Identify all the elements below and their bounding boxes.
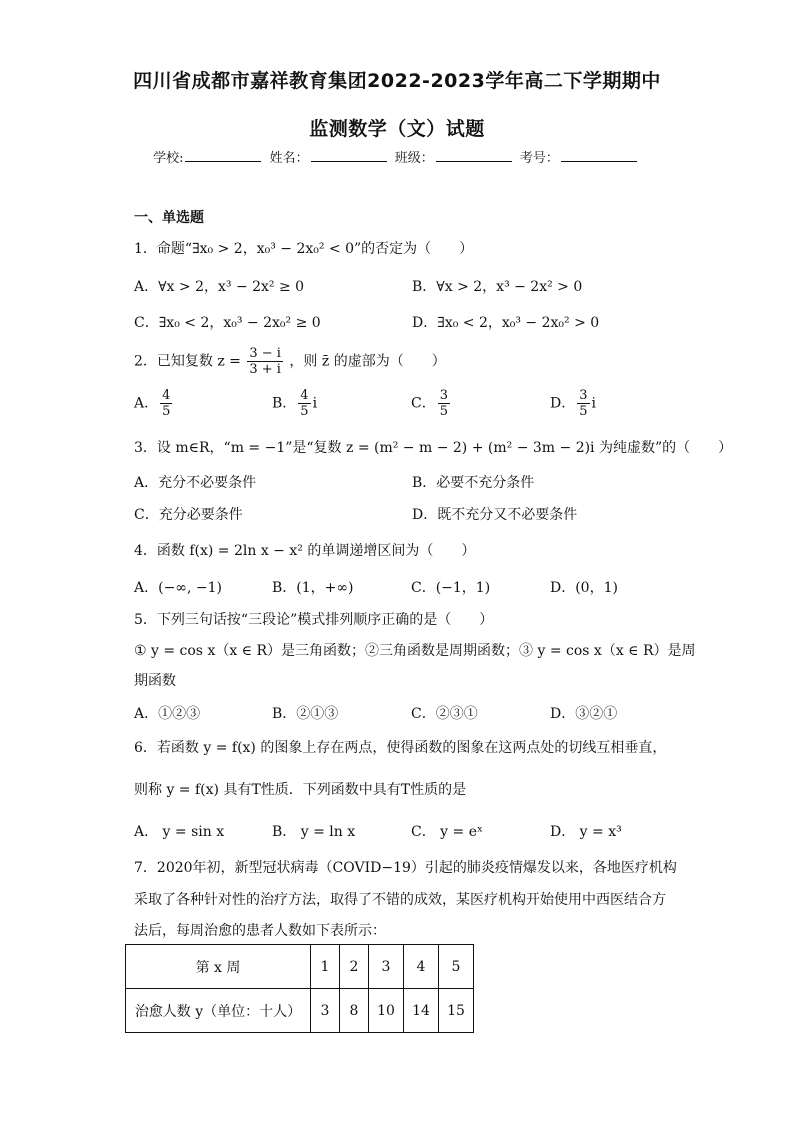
question-3-stem: 3．设 m∈R，“m = −1”是“复数 z = (m² − m − 2) + (m² − 3m − 2)i 为纯虚数”的（ ） — [134, 440, 733, 456]
school-label: 学校: — [153, 151, 184, 166]
school-blank[interactable] — [185, 149, 261, 162]
table-cell: 3 — [369, 945, 404, 989]
fraction-denominator: 5 — [162, 404, 171, 419]
option-fraction — [160, 388, 172, 419]
table-cell: 2 — [340, 945, 369, 989]
fraction-denominator: 5 — [300, 404, 309, 419]
cure-count-table — [125, 944, 474, 1033]
class-blank[interactable] — [436, 149, 512, 162]
question-5-option-d[interactable]: D．③②① — [550, 706, 618, 722]
option-fraction — [438, 388, 450, 419]
exam-number-blank[interactable] — [561, 149, 637, 162]
table-cell: 14 — [404, 989, 439, 1033]
student-info-line — [0, 147, 794, 166]
table-row — [126, 945, 474, 989]
fraction-numerator: 4 — [162, 388, 171, 403]
exam-title-line1: 四川省成都市嘉祥教育集团2022-2023学年高二下学期期中 — [133, 70, 661, 92]
question-2-option-a[interactable] — [134, 388, 174, 419]
question-3-option-a[interactable]: A．充分不必要条件 — [134, 475, 257, 491]
table-header-cured: 治愈人数 y（单位：十人） — [126, 989, 311, 1033]
question-2-option-c[interactable] — [411, 388, 452, 419]
question-6-stem-line2: 则称 y = f(x) 具有T性质．下列函数中具有T性质的是 — [134, 782, 467, 798]
question-1-option-a[interactable]: A．∀x > 2，x³ − 2x² ≥ 0 — [134, 279, 305, 295]
question-2-stem-pre: 2．已知复数 z = — [134, 353, 241, 370]
class-label: 班级： — [394, 151, 434, 166]
option-fraction — [577, 388, 589, 419]
question-7-stem-line2: 采取了各种针对性的治疗方法，取得了不错的成效，某医疗机构开始使用中西医结合方 — [134, 892, 666, 908]
question-6-option-d[interactable]: D． y = x³ — [550, 824, 622, 840]
exam-title-line2: 监测数学（文）试题 — [309, 118, 485, 140]
question-1-option-c[interactable]: C．∃x₀ < 2，x₀³ − 2x₀² ≥ 0 — [134, 315, 321, 331]
question-1-stem: 1．命题“∃x₀ > 2，x₀³ − 2x₀² < 0”的否定为（ ） — [134, 241, 474, 257]
option-label: A． — [134, 395, 159, 412]
option-suffix: i — [312, 395, 318, 412]
question-2-stem-post: ，则 z̄ 的虚部为（ ） — [289, 353, 446, 370]
option-label: C． — [411, 395, 436, 412]
question-3-option-c[interactable]: C．充分必要条件 — [134, 507, 243, 523]
question-6-option-c[interactable]: C． y = eˣ — [411, 824, 483, 840]
question-4-option-d[interactable]: D．(0，1) — [550, 580, 618, 596]
question-4-stem: 4．函数 f(x) = 2ln x − x² 的单调递增区间为（ ） — [134, 543, 476, 559]
section-title: 一、单选题 — [134, 210, 204, 226]
question-2-stem — [134, 346, 446, 377]
fraction-denominator: 5 — [439, 404, 448, 419]
table-cell: 5 — [439, 945, 474, 989]
question-2-fraction — [247, 346, 283, 377]
question-6-option-a[interactable]: A． y = sin x — [134, 824, 225, 840]
question-6-option-b[interactable]: B． y = ln x — [272, 824, 356, 840]
question-2-option-d[interactable] — [550, 388, 596, 419]
table-header-week: 第 x 周 — [126, 945, 311, 989]
question-5-stem: 5．下列三句话按“三段论”模式排列顺序正确的是（ ） — [134, 612, 494, 628]
table-cell: 8 — [340, 989, 369, 1033]
question-4-option-c[interactable]: C．(−1，1) — [411, 580, 491, 596]
fraction-numerator: 3 — [579, 388, 588, 403]
question-1-option-d[interactable]: D．∃x₀ < 2，x₀³ − 2x₀² > 0 — [412, 315, 600, 331]
question-2-option-b[interactable] — [272, 388, 317, 419]
table-cell: 4 — [404, 945, 439, 989]
question-7-stem: 7．2020年初，新型冠状病毒（COVID−19）引起的肺炎疫情爆发以来，各地医疗机构 — [134, 860, 677, 876]
question-3-option-d[interactable]: D．既不充分又不必要条件 — [412, 507, 578, 523]
question-5-stem-line3: 期函数 — [134, 673, 176, 689]
question-3-option-b[interactable]: B．必要不充分条件 — [412, 475, 535, 491]
fraction-denominator: 3 + i — [249, 362, 281, 377]
question-5-option-a[interactable]: A．①②③ — [134, 706, 201, 722]
question-4-option-b[interactable]: B．(1，+∞) — [272, 580, 354, 596]
option-suffix: i — [591, 395, 596, 412]
option-fraction — [298, 388, 310, 419]
name-blank[interactable] — [311, 149, 387, 162]
fraction-numerator: 4 — [300, 388, 309, 403]
table-cell: 3 — [311, 989, 340, 1033]
table-cell: 15 — [439, 989, 474, 1033]
name-label: 姓名： — [269, 151, 309, 166]
question-1-option-b[interactable]: B．∀x > 2，x³ − 2x² > 0 — [412, 279, 583, 295]
fraction-numerator: 3 — [439, 388, 448, 403]
table-row — [126, 989, 474, 1033]
question-5-stem-line2: ① y = cos x（x ∈ R）是三角函数；②三角函数是周期函数；③ y = cos x（x ∈ R）是周 — [134, 643, 696, 659]
fraction-numerator: 3 − i — [249, 346, 281, 361]
option-label: B． — [272, 395, 297, 412]
option-label: D． — [550, 395, 576, 412]
table-cell: 10 — [369, 989, 404, 1033]
exam-number-label: 考号： — [519, 151, 559, 166]
question-5-option-c[interactable]: C．②③① — [411, 706, 478, 722]
question-4-option-a[interactable]: A．(−∞, −1) — [134, 580, 222, 596]
question-6-stem: 6．若函数 y = f(x) 的图象上存在两点，使得函数的图象在这两点处的切线互相垂直， — [134, 740, 667, 756]
fraction-denominator: 5 — [579, 404, 588, 419]
question-5-option-b[interactable]: B．②①③ — [272, 706, 339, 722]
question-7-stem-line3: 法后，每周治愈的患者人数如下表所示： — [134, 923, 386, 939]
table-cell: 1 — [311, 945, 340, 989]
